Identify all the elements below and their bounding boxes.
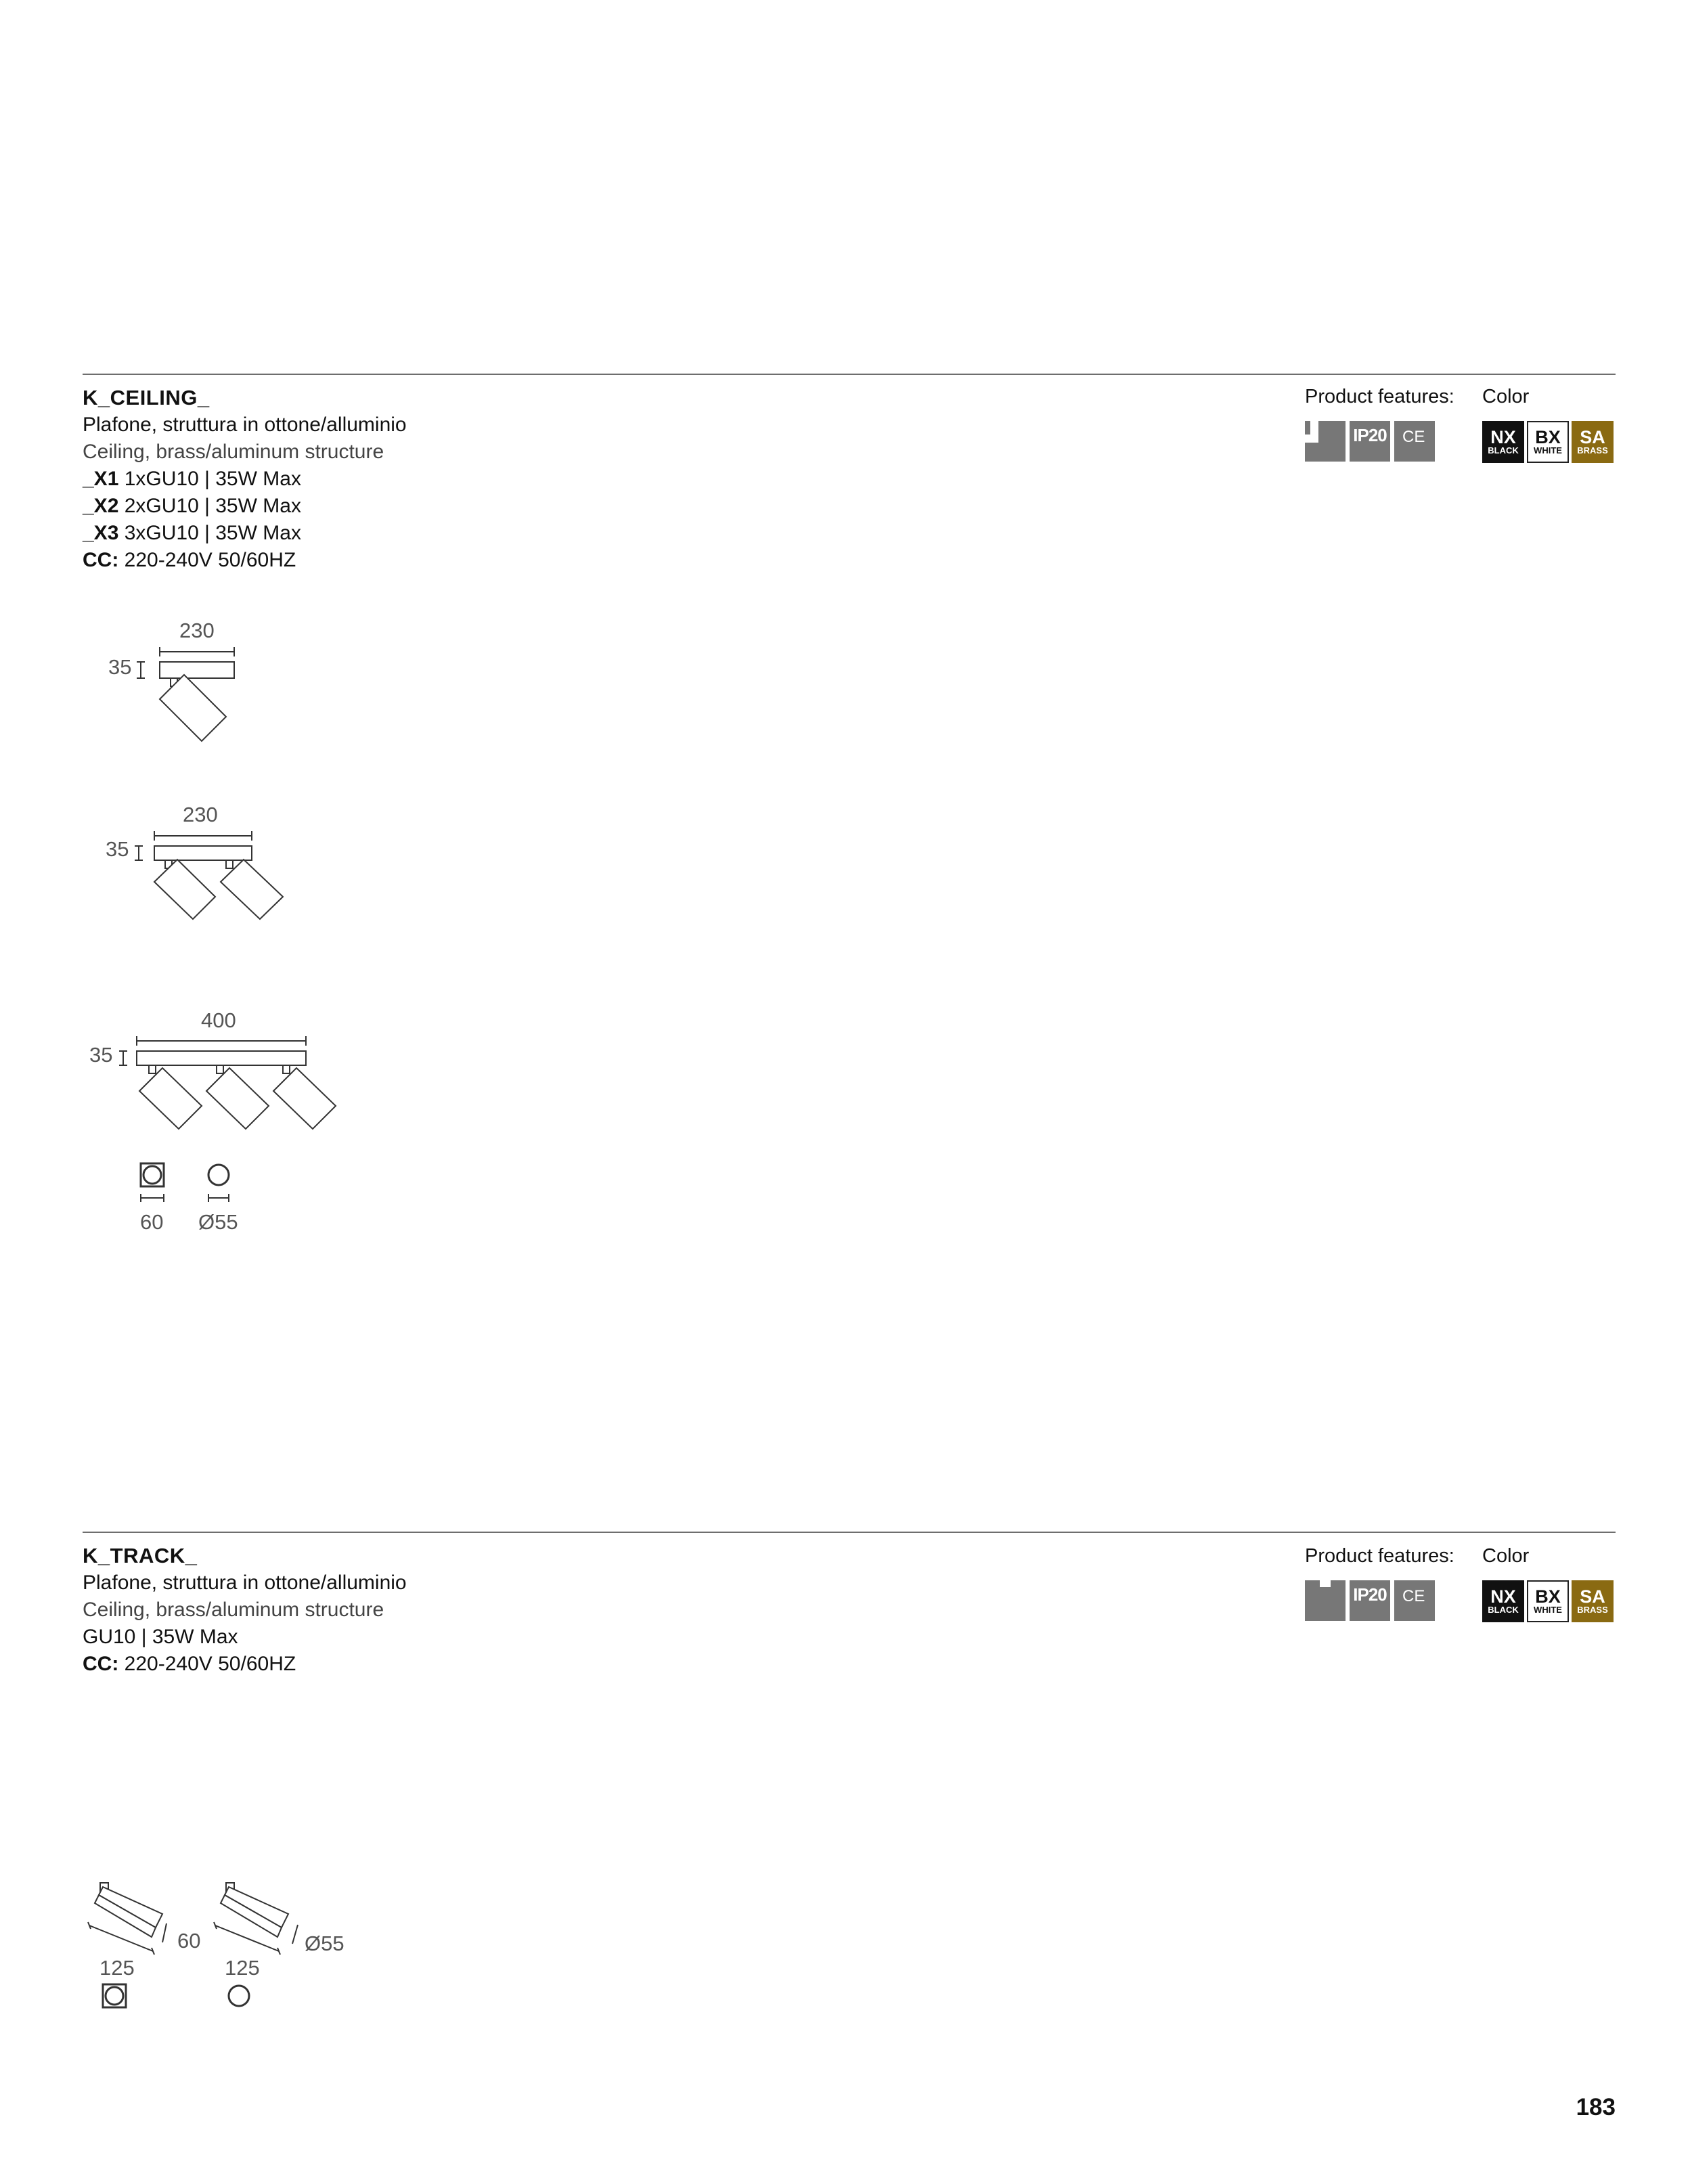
product-features-label: Product features: — [1305, 1545, 1454, 1567]
dimension-label: 230 — [183, 803, 218, 826]
dimension-label: 35 — [89, 1043, 113, 1067]
variant-spec: 3xGU10 | 35W Max — [124, 522, 301, 544]
head-shape-icons — [141, 1163, 229, 1202]
description-english: Ceiling, brass/aluminum structure — [83, 1599, 384, 1621]
color-name: WHITE — [1534, 445, 1562, 455]
variant-code: _X1 — [83, 468, 119, 490]
power-supply — [83, 1651, 407, 1678]
variant-x3 — [83, 520, 407, 547]
drawing-x1 — [137, 647, 234, 741]
feature-icons — [1305, 1580, 1435, 1621]
description-italian: Plafone, struttura in ottone/alluminio — [83, 1572, 407, 1594]
dimension-label: 400 — [201, 1008, 236, 1032]
drawing-x2 — [135, 831, 283, 919]
product-features-label: Product features: — [1305, 386, 1454, 407]
color-name: BLACK — [1488, 1605, 1519, 1615]
dimension-label: 125 — [225, 1956, 260, 1980]
cc-label: CC: — [83, 549, 119, 571]
drawing-track-square — [88, 1883, 166, 2007]
description-italian: Plafone, struttura in ottone/alluminio — [83, 414, 407, 436]
color-code: BX — [1535, 1586, 1561, 1607]
color-label: Color — [1482, 1545, 1530, 1567]
color-swatch-white[interactable] — [1527, 1580, 1569, 1622]
color-swatch-white[interactable] — [1527, 421, 1569, 463]
ceiling-text-block — [83, 384, 407, 574]
variant-code: _X2 — [83, 495, 119, 517]
track-mount-icon — [1305, 1580, 1346, 1621]
color-code: NX — [1490, 1586, 1516, 1607]
dimension-label: 60 — [140, 1210, 164, 1234]
color-code: SA — [1580, 427, 1605, 447]
dimension-label: Ø55 — [305, 1932, 344, 1955]
section-divider-ceiling — [83, 374, 1616, 375]
color-swatch-black[interactable] — [1482, 1580, 1524, 1622]
color-swatches — [1482, 1580, 1614, 1622]
color-name: BLACK — [1488, 445, 1519, 455]
page-number: 183 — [1576, 2094, 1616, 2120]
color-code: SA — [1580, 1586, 1605, 1607]
color-label: Color — [1482, 386, 1530, 407]
color-swatch-black[interactable] — [1482, 421, 1524, 463]
drawing-x3 — [119, 1036, 336, 1129]
dimension-label: 35 — [106, 837, 129, 861]
description-english: Ceiling, brass/aluminum structure — [83, 441, 384, 463]
dimension-label: 35 — [108, 655, 132, 679]
dimension-label: 60 — [177, 1929, 201, 1953]
section-divider-track — [83, 1532, 1616, 1533]
color-name: BRASS — [1577, 445, 1608, 455]
variant-spec: 1xGU10 | 35W Max — [124, 468, 301, 490]
ce-mark-icon: CE — [1394, 1580, 1435, 1621]
track-text-block — [83, 1542, 407, 1678]
ce-mark-icon: CE — [1394, 421, 1435, 462]
color-code: NX — [1490, 427, 1516, 447]
feature-icons — [1305, 421, 1435, 462]
variant-x1 — [83, 466, 407, 493]
dimension-label: Ø55 — [198, 1210, 238, 1234]
color-swatches — [1482, 421, 1614, 463]
ceiling-mount-icon — [1305, 421, 1346, 462]
ip20-icon: IP20 — [1350, 421, 1390, 462]
color-name: WHITE — [1534, 1605, 1562, 1615]
cc-value: 220-240V 50/60HZ — [124, 1653, 296, 1675]
variant-spec: 2xGU10 | 35W Max — [124, 495, 301, 517]
color-name: BRASS — [1577, 1605, 1608, 1615]
color-swatch-brass[interactable] — [1572, 1580, 1614, 1622]
power-supply — [83, 547, 407, 574]
cc-value: 220-240V 50/60HZ — [124, 549, 296, 571]
drawing-track-round — [214, 1883, 298, 2006]
dimension-label: 125 — [99, 1956, 135, 1980]
variant-code: _X3 — [83, 522, 119, 544]
color-code: BX — [1535, 427, 1561, 447]
color-swatch-brass[interactable] — [1572, 421, 1614, 463]
product-title: K_CEILING_ — [83, 386, 210, 409]
lamp-spec: GU10 | 35W Max — [83, 1626, 238, 1648]
dimension-label: 230 — [179, 619, 215, 642]
product-title: K_TRACK_ — [83, 1544, 198, 1567]
variant-x2 — [83, 493, 407, 520]
cc-label: CC: — [83, 1653, 119, 1675]
ip20-icon: IP20 — [1350, 1580, 1390, 1621]
